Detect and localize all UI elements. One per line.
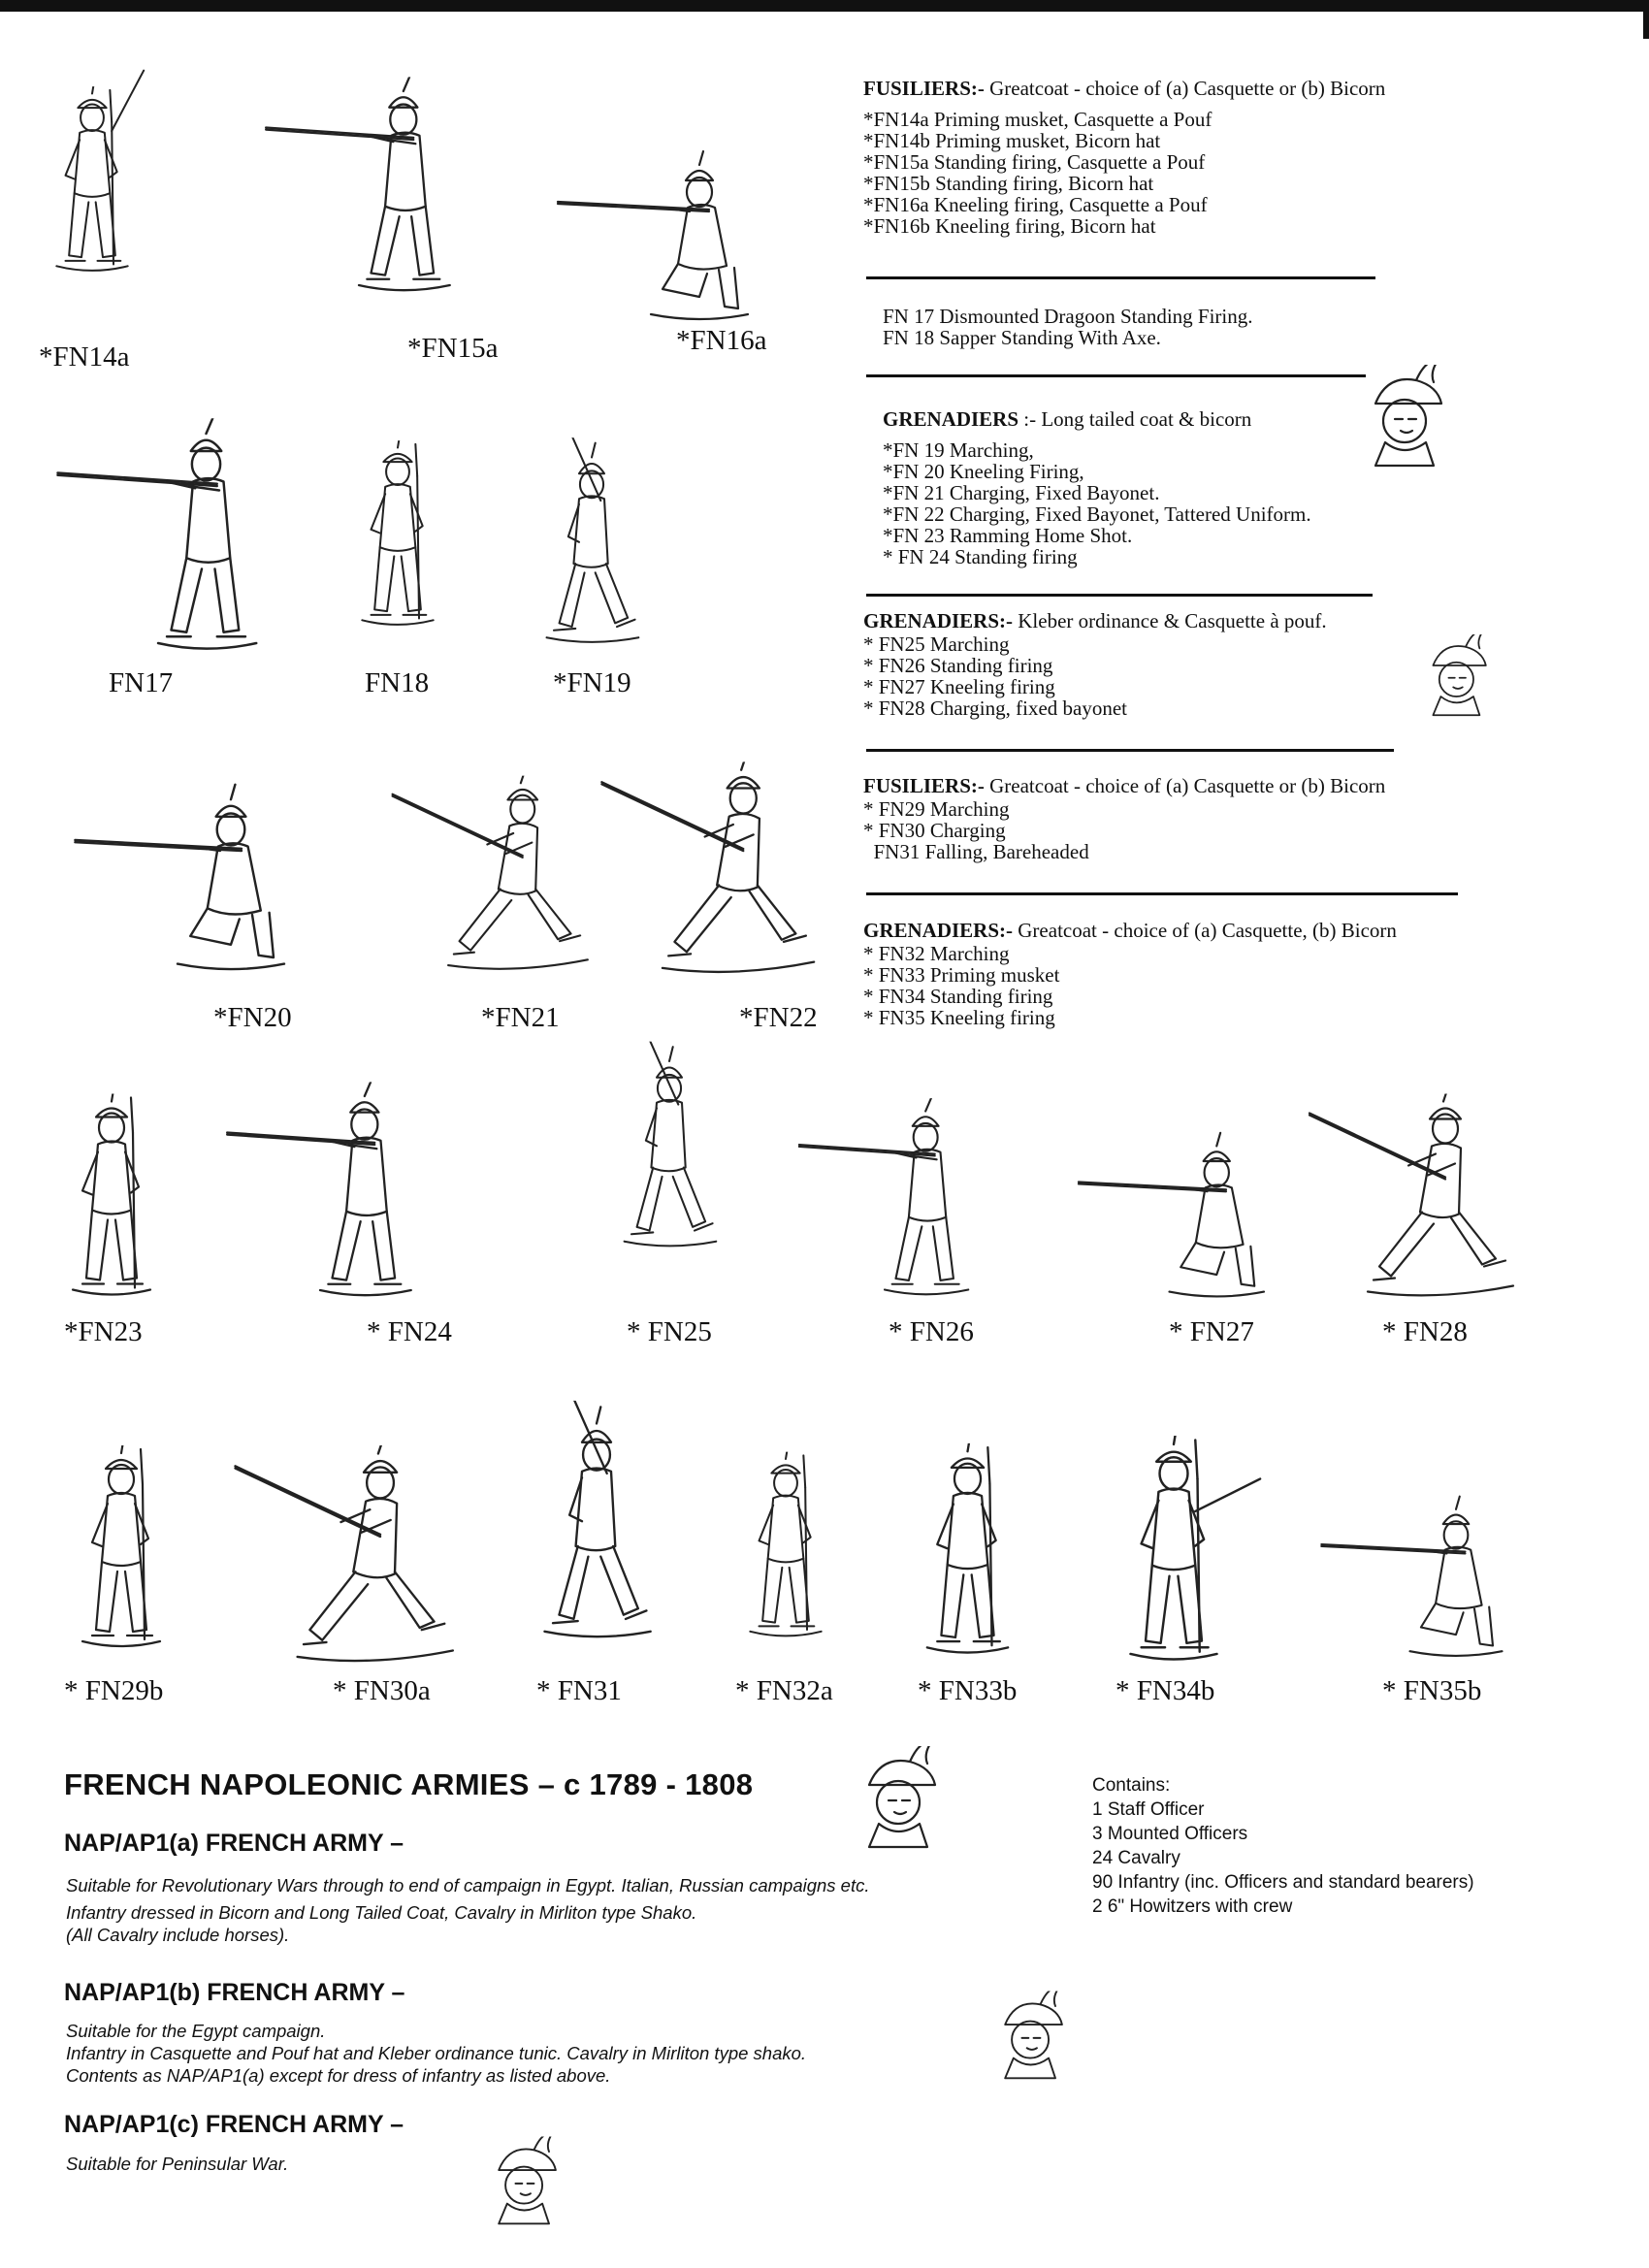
casquette-bust-illustration (982, 1979, 1074, 2095)
figure-fn25 (606, 989, 732, 1310)
list-item: *FN15a Standing firing, Casquette a Pouf (863, 150, 1206, 174)
contents-item: 2 6" Howitzers with crew (1092, 1896, 1293, 1917)
contents-title: Contains: (1092, 1775, 1171, 1796)
caption-fn35b: * FN35b (1382, 1675, 1482, 1706)
figure-fn15a (262, 62, 504, 314)
list-item: *FN16b Kneeling firing, Bicorn hat (863, 214, 1156, 238)
desc-line: Infantry in Casquette and Pouf hat and Kleber ordinance tunic. Cavalry in Mirliton type shako. (66, 2043, 807, 2063)
figure-fn20 (58, 776, 340, 989)
block-title: FUSILIERS:- (863, 774, 985, 797)
shako-bust-illustration (475, 2105, 567, 2260)
desc-line: Infantry dressed in Bicorn and Long Tailed Coat, Cavalry in Mirliton type Shako. (66, 1902, 697, 1923)
caption-fn17: FN17 (109, 667, 174, 698)
desc-line: Suitable for the Egypt campaign. (66, 2021, 326, 2041)
caption-fn14a: *FN14a (39, 341, 130, 373)
list-item: *FN14b Priming musket, Bicorn hat (863, 129, 1161, 152)
figure-fn21 (383, 766, 606, 989)
list-item: * FN35 Kneeling firing (863, 1006, 1055, 1029)
caption-fn23: *FN23 (64, 1316, 143, 1347)
grenadier-bicorn-bust-illustration (1348, 345, 1455, 491)
section-desc-a (66, 1874, 870, 1946)
block-title: GRENADIERS (883, 407, 1019, 431)
figure-fn35b (1310, 1489, 1547, 1673)
caption-fn15a: *FN15a (407, 333, 499, 364)
caption-fn26: * FN26 (889, 1316, 974, 1347)
top-border (0, 0, 1649, 12)
section-title-b: NAP/AP1(b) FRENCH ARMY – (64, 1979, 405, 2006)
divider (866, 594, 1373, 597)
list-item: * FN29 Marching (863, 797, 1010, 821)
list-item: *FN 20 Kneeling Firing, (883, 460, 1084, 483)
figure-fn23 (53, 1086, 170, 1314)
block-title: FUSILIERS:- (863, 77, 985, 100)
block-subtitle: Greatcoat - choice of (a) Casquette or (b) Bicorn (984, 77, 1386, 100)
caption-fn25: * FN25 (627, 1316, 712, 1347)
block-subtitle: :- Long tailed coat & bicorn (1018, 407, 1252, 431)
page-title: FRENCH NAPOLEONIC ARMIES – c 1789 - 1808 (64, 1767, 754, 1801)
list-item: * FN34 Standing firing (863, 985, 1053, 1008)
divider (866, 892, 1458, 895)
caption-fn21: *FN21 (481, 1002, 560, 1033)
caption-fn30a: * FN30a (333, 1675, 431, 1706)
caption-fn24: * FN24 (367, 1316, 452, 1347)
contents-list (1092, 1773, 1474, 1919)
list-item: *FN 22 Charging, Fixed Bayonet, Tattered Uniform. (883, 502, 1311, 526)
list-item: FN31 Falling, Bareheaded (863, 840, 1089, 863)
figure-fn16a (539, 144, 801, 338)
divider (866, 374, 1366, 377)
figure-fn14a (39, 58, 146, 310)
caption-fn32a: * FN32a (735, 1675, 833, 1706)
caption-fn34b: * FN34b (1116, 1675, 1215, 1706)
figure-fn19 (529, 427, 655, 664)
block-grenadiers-kleber (863, 610, 1327, 719)
figure-fn28 (1300, 1086, 1533, 1314)
contents-item: 24 Cavalry (1092, 1848, 1180, 1868)
contents-item: 1 Staff Officer (1092, 1799, 1205, 1820)
list-item: * FN26 Standing firing (863, 654, 1053, 677)
figure-fn31 (524, 1377, 669, 1673)
list-item: * FN30 Charging (863, 819, 1006, 842)
list-item: *FN 21 Charging, Fixed Bayonet. (883, 481, 1160, 504)
grenadier-casquette-bust-illustration (1411, 624, 1497, 730)
caption-fn27: * FN27 (1169, 1316, 1254, 1347)
corner-mark (1643, 0, 1649, 39)
caption-fn19: *FN19 (553, 667, 631, 698)
desc-line: Contents as NAP/AP1(a) except for dress of infantry as listed above. (66, 2065, 611, 2086)
caption-fn20: *FN20 (213, 1002, 292, 1033)
list-item: FN 17 Dismounted Dragoon Standing Firing. (883, 305, 1253, 328)
section-title-c: NAP/AP1(c) FRENCH ARMY – (64, 2111, 404, 2138)
figure-fn24 (223, 1077, 466, 1310)
section-desc-b (66, 2020, 806, 2087)
caption-fn16a: *FN16a (676, 325, 767, 356)
bicorn-bust-illustration (842, 1736, 949, 1863)
desc-line: Suitable for Peninsular War. (66, 2154, 289, 2174)
list-item: *FN16a Kneeling firing, Casquette a Pouf (863, 193, 1208, 216)
caption-fn22: *FN22 (739, 1002, 818, 1033)
caption-fn28: * FN28 (1382, 1316, 1468, 1347)
block-subtitle: Greatcoat - choice of (a) Casquette or (b) Bicorn (984, 774, 1386, 797)
block-subtitle: Greatcoat - choice of (a) Casquette, (b) Bicorn (1013, 919, 1397, 942)
block-title: GRENADIERS:- (863, 919, 1014, 942)
caption-fn18: FN18 (365, 667, 430, 698)
list-item: *FN 19 Marching, (883, 438, 1034, 462)
list-item: FN 18 Sapper Standing With Axe. (883, 326, 1161, 349)
contents-item: 90 Infantry (inc. Officers and standard bearers) (1092, 1872, 1474, 1893)
list-item: * FN32 Marching (863, 942, 1010, 965)
figure-fn34b (1106, 1436, 1242, 1673)
contents-item: 3 Mounted Officers (1092, 1824, 1248, 1844)
block-title: GRENADIERS:- (863, 609, 1014, 632)
block-fusiliers-charging (863, 775, 1385, 862)
figure-fn17 (53, 412, 315, 664)
figure-fn27 (1072, 1125, 1305, 1314)
figure-fn22 (592, 757, 834, 989)
caption-fn29b: * FN29b (64, 1675, 164, 1706)
block-fusiliers-greatcoat (863, 78, 1385, 237)
list-item: * FN 24 Standing firing (883, 545, 1078, 568)
divider (866, 276, 1375, 279)
figure-fn26 (795, 1086, 1018, 1314)
list-item: *FN14a Priming musket, Casquette a Pouf (863, 108, 1212, 131)
list-item: *FN 23 Ramming Home Shot. (883, 524, 1133, 547)
figure-fn32a (732, 1426, 839, 1673)
block-grenadiers-bicorn (883, 408, 1311, 567)
block-grenadiers-greatcoat (863, 920, 1397, 1028)
list-item: *FN15b Standing firing, Bicorn hat (863, 172, 1154, 195)
section-title-a: NAP/AP1(a) FRENCH ARMY – (64, 1830, 404, 1857)
list-item: * FN27 Kneeling firing (863, 675, 1055, 698)
caption-fn31: * FN31 (536, 1675, 622, 1706)
figure-fn29b (63, 1431, 179, 1673)
figure-fn33b (907, 1436, 1028, 1673)
list-item: * FN28 Charging, fixed bayonet (863, 697, 1127, 720)
desc-line: Suitable for Revolutionary Wars through to end of campaign in Egypt. Italian, Russian campaigns etc. (66, 1875, 870, 1895)
figure-fn30a (218, 1445, 480, 1673)
block-dragoon-sapper (883, 306, 1253, 348)
block-subtitle: Kleber ordinance & Casquette à pouf. (1013, 609, 1327, 632)
divider (866, 749, 1394, 752)
desc-line: (All Cavalry include horses). (66, 1925, 290, 1945)
figure-fn18 (344, 403, 451, 674)
list-item: * FN33 Priming musket (863, 963, 1060, 987)
section-desc-c (66, 2153, 288, 2175)
caption-fn33b: * FN33b (918, 1675, 1018, 1706)
list-item: * FN25 Marching (863, 632, 1010, 656)
